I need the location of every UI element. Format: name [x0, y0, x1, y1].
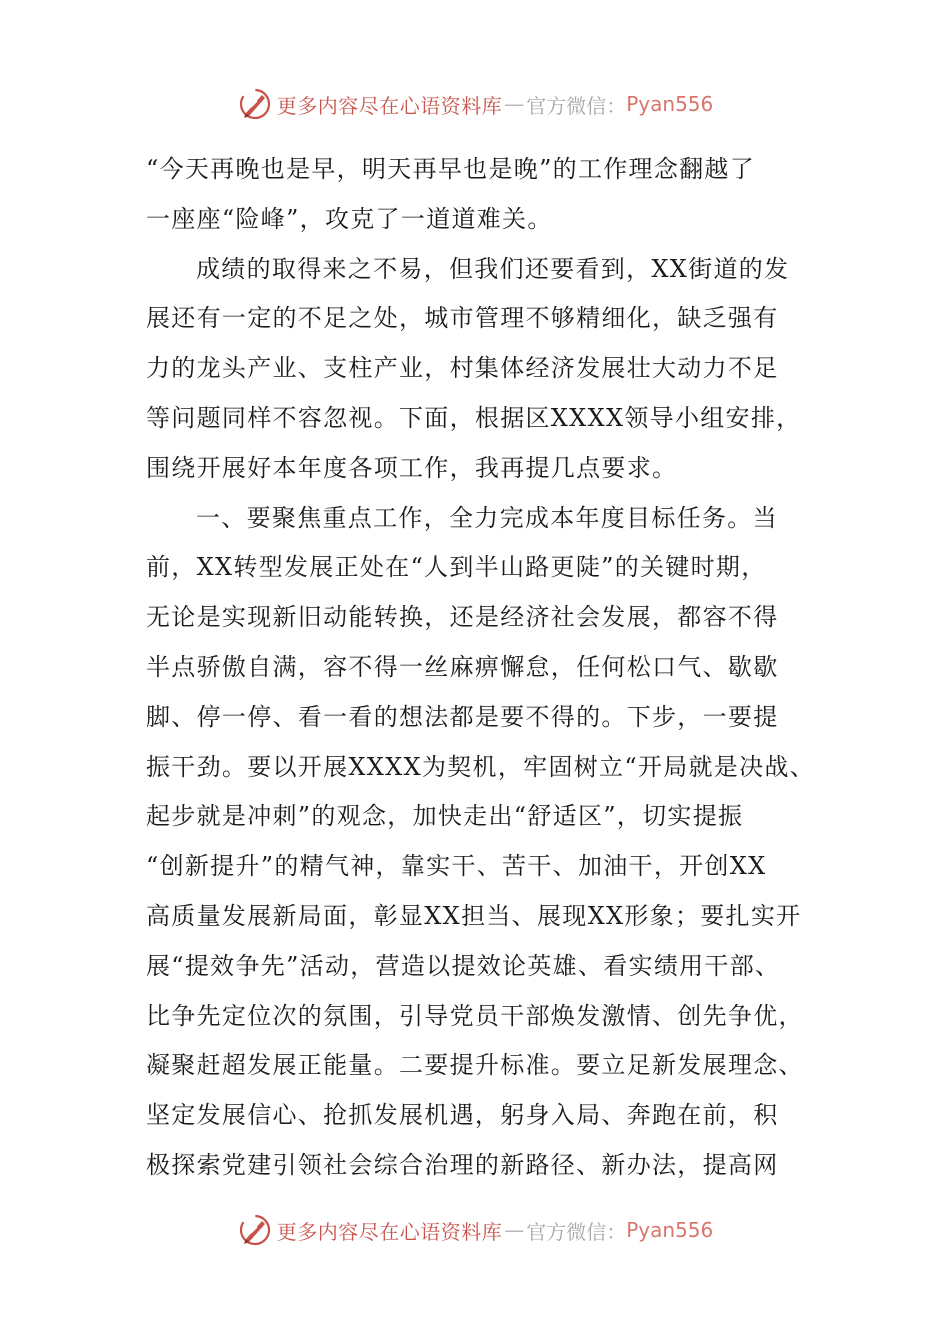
text-line: 等问题同样不容忽视。下面，根据区XXXX领导小组安排， — [146, 403, 802, 432]
text-line: 展“提效争先”活动，营造以提效论英雄、看实绩用干部、 — [146, 951, 781, 980]
text-line: 展还有一定的不足之处，城市管理不够精细化，缺乏强有 — [146, 304, 779, 333]
banner-separator: — — [504, 92, 525, 116]
text-line: 一、要聚焦重点工作，全力完成本年度目标任务。当 — [196, 503, 778, 532]
text-line: 高质量发展新局面，彰显XX担当、展现XX形象；要扎实开 — [146, 901, 802, 930]
text-line: 比争先定位次的氛围，引导党员干部焕发激情、创先争优， — [146, 1001, 804, 1030]
text-line: 半点骄傲自满，容不得一丝麻痹懈怠，任何松口气、歇歇 — [146, 652, 779, 681]
text-line: 振干劲。要以开展XXXX为契机，牢固树立“开局就是决战、 — [146, 752, 816, 781]
text-line: 凝聚赶超发展正能量。二要提升标准。要立足新发展理念、 — [146, 1051, 804, 1080]
text-line: 成绩的取得来之不易，但我们还要看到，XX街道的发 — [196, 254, 790, 283]
text-line: 力的龙头产业、支柱产业，村集体经济发展壮大动力不足 — [146, 354, 779, 383]
text-line: 围绕开展好本年度各项工作，我再提几点要求。 — [146, 453, 678, 482]
text-line: “创新提升”的精气神，靠实干、苦干、加油干，开创XX — [146, 852, 767, 881]
text-line: 前，XX转型发展正处在“人到半山路更陡”的关键时期， — [146, 553, 767, 582]
text-line: 坚定发展信心、抢抓发展机遇，躬身入局、奔跑在前，积 — [146, 1101, 779, 1130]
banner-wechat-label: 官方微信： — [526, 1219, 627, 1244]
text-line: 脚、停一停、看一看的想法都是要不得的。下步，一要提 — [146, 702, 779, 731]
text-line: 无论是实现新旧动能转换，还是经济社会发展，都容不得 — [146, 603, 779, 632]
pen-circle-logo-icon — [237, 1212, 273, 1248]
banner-wechat-id: Pyan556 — [626, 92, 714, 116]
header-banner — [0, 84, 950, 124]
text-line: “今天再晚也是早，明天再早也是晚”的工作理念翻越了 — [146, 155, 756, 183]
document-body — [146, 145, 816, 1191]
footer-banner — [0, 1210, 950, 1250]
banner-text: 更多内容尽在心语资料库 — [276, 93, 503, 118]
text-line: 起步就是冲刺”的观念，加快走出“舒适区”，切实提振 — [146, 802, 744, 831]
text-line: 极探索党建引领社会综合治理的新路径、新办法，提高网 — [146, 1150, 779, 1179]
banner-text: 更多内容尽在心语资料库 — [276, 1219, 503, 1244]
banner-wechat-id: Pyan556 — [626, 1218, 714, 1242]
text-line: 一座座“险峰”，攻克了一道道难关。 — [146, 204, 553, 233]
banner-separator: — — [504, 1218, 525, 1242]
banner-wechat-label: 官方微信： — [526, 93, 627, 118]
pen-circle-logo-icon — [237, 86, 273, 122]
